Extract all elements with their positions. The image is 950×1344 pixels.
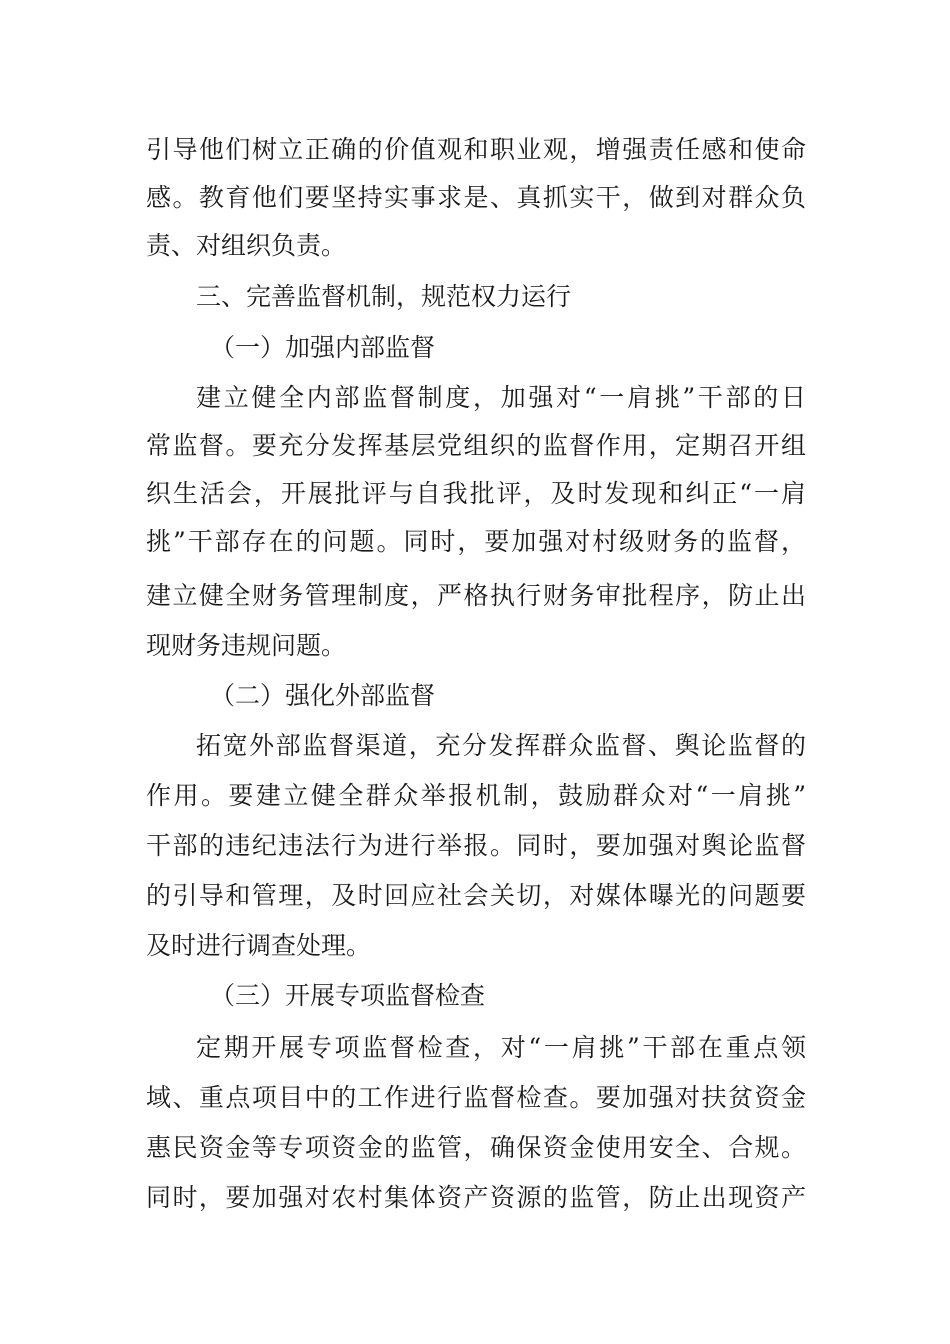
paragraph-line: 建立健全财务管理制度，严格执行财务审批程序，防止出 (146, 581, 806, 610)
paragraph-line: 现财务违规问题。 (146, 631, 347, 660)
paragraph-line: 引导他们树立正确的价值观和职业观，增强责任感和使命 (146, 135, 806, 164)
paragraph-line: 挑”干部存在的问题。同时，要加强对村级财务的监督， (146, 527, 806, 556)
paragraph-line: 责、对组织负责。 (146, 231, 347, 260)
paragraph-line: 织生活会，开展批评与自我批评，及时发现和纠正“一肩 (146, 479, 806, 508)
subsection-heading: （二）强化外部监督 (210, 681, 436, 710)
paragraph-line: 的引导和管理，及时回应社会关切，对媒体曝光的问题要 (146, 881, 806, 910)
paragraph-line: 建立健全内部监督制度，加强对“一肩挑”干部的日 (196, 383, 806, 412)
paragraph-line: 常监督。要充分发挥基层党组织的监督作用，定期召开组 (146, 431, 806, 460)
section-heading: 三、完善监督机制，规范权力运行 (196, 282, 572, 311)
paragraph-line: 感。教育他们要坚持实事求是、真抓实干，做到对群众负 (146, 183, 806, 212)
paragraph-line: 拓宽外部监督渠道，充分发挥群众监督、舆论监督的 (196, 731, 806, 760)
paragraph-line: 及时进行调查处理。 (146, 931, 372, 960)
subsection-heading: （三）开展专项监督检查 (210, 981, 486, 1010)
paragraph-line: 域、重点项目中的工作进行监督检查。要加强对扶贫资金 (146, 1083, 806, 1112)
paragraph-line: 惠民资金等专项资金的监管，确保资金使用安全、合规。 (146, 1133, 806, 1162)
paragraph-line: 干部的违纪违法行为进行举报。同时，要加强对舆论监督 (146, 831, 806, 860)
paragraph-line: 作用。要建立健全群众举报机制，鼓励群众对“一肩挑” (146, 781, 806, 810)
subsection-heading: （一）加强内部监督 (210, 333, 436, 362)
paragraph-line: 同时，要加强对农村集体资产资源的监管，防止出现资产 (146, 1183, 806, 1212)
paragraph-line: 定期开展专项监督检查，对“一肩挑”干部在重点领 (196, 1033, 806, 1062)
